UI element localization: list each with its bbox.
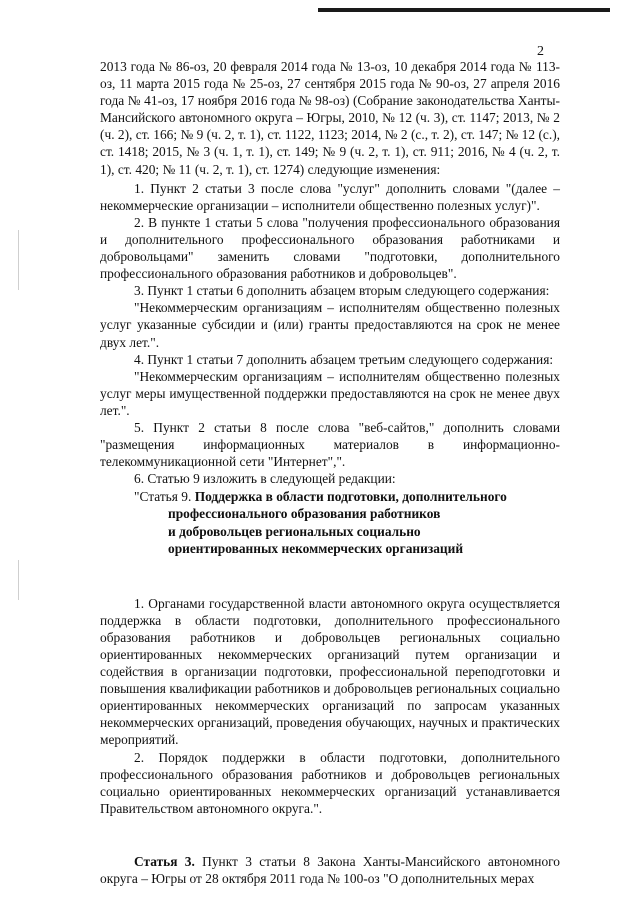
article-9-paragraph-1: 1. Органами государственной власти автономного округа осуществляется поддержка в области подготовки, дополнительного профессионального образования работников и добровольцев региональных социально ориентированных некоммерческих организаций путем организации и содействия в организации подготовки, профессиональной переподготовки и повышения квалификации работников и добровольцев региональных социально ориентированных некоммерческих организаций по запросам указанных некоммерческих организаций, проведения обучающих, научных и практических мероприятий. [100, 595, 560, 748]
amendment-item-4-quote: "Некоммерческим организациям – исполнителям общественно полезных услуг меры имущественной поддержки предоставляются на срок не менее двух лет.". [100, 368, 560, 418]
amendment-item-2: 2. В пункте 1 статьи 5 слова "получения профессионального образования и дополнительного профессионального образования работниками и добровольцами" заменить словами "подготовки, дополнительного профессионального образования работников и добровольцев". [100, 214, 560, 282]
article-9-heading [100, 488, 560, 556]
article-9-title-line-4: ориентированных некоммерческих организаций [168, 540, 464, 556]
amendment-item-3-quote: "Некоммерческим организациям – исполнителям общественно полезных услуг указанные субсидии и (или) гранты предоставляются на срок не менее двух лет.". [100, 300, 560, 350]
amendment-item-1: 1. Пункт 2 статьи 3 после слова "услуг" дополнить словами "(далее – некоммерческие организации – исполнители общественно полезных услуг)". [100, 180, 560, 213]
amendment-item-4: 4. Пункт 1 статьи 7 дополнить абзацем третьим следующего содержания: [134, 351, 554, 367]
article-3-paragraph [100, 853, 560, 887]
article-9-title-line-2: профессионального образования работников [168, 506, 441, 522]
article-3-label: Статья 3. [134, 853, 195, 869]
article-9-paragraph-2: 2. Порядок поддержки в области подготовки, дополнительного профессионального образования работников и добровольцев региональных социально ориентированных некоммерческих организаций устанавливается Правительством автономного округа.". [100, 749, 560, 816]
top-scan-rule [318, 8, 610, 12]
continuation-paragraph: 2013 года № 86-оз, 20 февраля 2014 года № 13-оз, 10 декабря 2014 года № 113-оз, 11 марта 2015 года № 25-оз, 27 сентября 2015 года № 90-оз, 27 апреля 2016 года № 41-оз, 17 ноября 2016 года № 98-оз) (Собрание законодательства Ханты-Мансийского автономного округа – Югры, 2010, № 12 (ч. 3), ст. 1147; 2013, № 2 (ч. 2), ст. 166; № 9 (ч. 2, т. 1), ст. 1122, 1123; 2014, № 2 (с., т. 2), ст. 147; № 12 (с.), ст. 1418; 2015, № 3 (ч. 1, т. 1), ст. 149; № 9 (ч. 2, т. 1), ст. 911; 2016, № 4 (ч. 2, т. 1), ст. 420; № 11 (ч. 2, т. 1), ст. 1274) следующие изменения: [100, 59, 560, 177]
document-body [100, 58, 560, 887]
article-9-title-line-1: Поддержка в области подготовки, дополнительного [194, 489, 507, 505]
article-9-title [100, 488, 507, 556]
amendment-item-6: 6. Статью 9 изложить в следующей редакции: [134, 471, 396, 487]
scan-edge-mark [18, 560, 19, 600]
amendment-item-5: 5. Пункт 2 статьи 8 после слова "веб-сайтов," дополнить словами "размещения информационных материалов в информационно-телекоммуникационной сети "Интернет",". [100, 419, 560, 470]
amendment-item-3: 3. Пункт 1 статьи 6 дополнить абзацем вторым следующего содержания: [134, 283, 550, 299]
article-9-prefix: "Статья 9. [134, 489, 195, 505]
page-number: 2 [537, 44, 544, 59]
article-9-title-line-3: и добровольцев региональных социально [168, 523, 421, 539]
scan-edge-mark [18, 230, 19, 290]
article-3-text: Пункт 3 статьи 8 Закона Ханты-Мансийского автономного округа – Югры от 28 октября 2011 года № 100-оз "О дополнительных мерах [100, 853, 560, 887]
